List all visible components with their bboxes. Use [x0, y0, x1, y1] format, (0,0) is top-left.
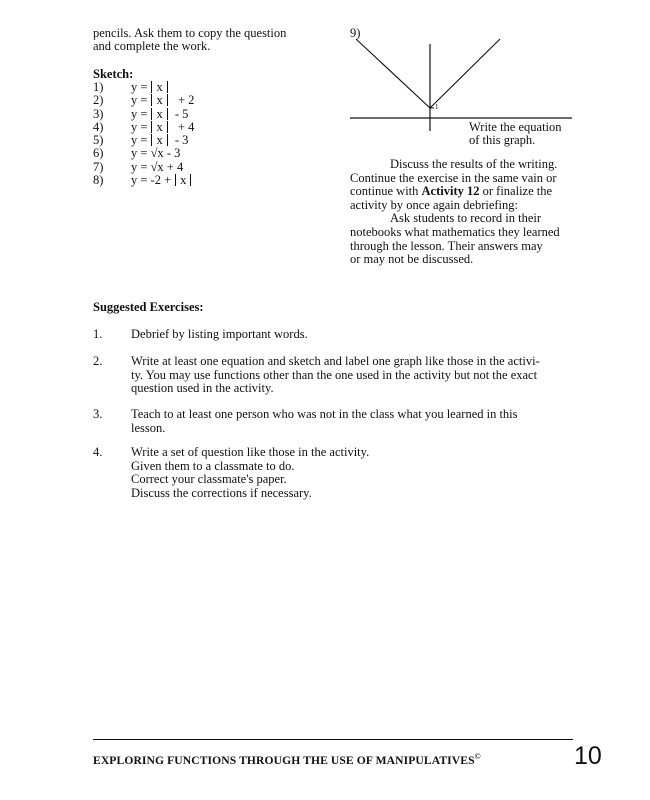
- exercise-line: ty. You may use functions other than the one used in the activity but not the exact: [131, 367, 538, 382]
- equation-var: x: [156, 93, 163, 108]
- exercise-item: [93, 328, 573, 342]
- equation-var: x: [156, 106, 163, 121]
- sketch-equation: [131, 161, 183, 174]
- exercise-number: 4.: [93, 445, 103, 459]
- question-9-number: 9): [350, 26, 361, 40]
- paragraph-line: [350, 212, 572, 226]
- suggested-exercises-heading: Suggested Exercises:: [93, 300, 204, 314]
- paragraph-line: through the lesson. Their answers may: [350, 238, 543, 253]
- exercise-line: Teach to at least one person who was not in the class what you learned in this: [131, 407, 518, 421]
- exercise-body: [131, 328, 573, 342]
- exercise-body: [131, 446, 573, 500]
- equation-var: x: [180, 173, 187, 188]
- exercise-number: 3.: [93, 407, 103, 421]
- exercise-line: question used in the activity.: [131, 381, 274, 395]
- paragraph-line: or may not be discussed.: [350, 252, 474, 267]
- exercise-line: Given them to a classmate to do.: [131, 458, 295, 473]
- exercise-item: [93, 446, 573, 500]
- page-number: 10: [574, 742, 602, 770]
- equation-term: - 3: [174, 133, 189, 148]
- paragraph-line: [350, 185, 572, 199]
- exercise-body: [131, 355, 573, 396]
- abs-bar: [190, 174, 191, 186]
- sketch-equation: [131, 174, 195, 187]
- equation-rhs: √x + 4: [150, 159, 184, 174]
- abs-bar: [167, 81, 168, 93]
- text-run: or finalize the: [479, 184, 553, 199]
- sketch-item-number: 4): [93, 119, 104, 134]
- abs-bar: [167, 134, 168, 146]
- sketch-item-number: 8): [93, 173, 104, 188]
- abs-bar: [167, 94, 168, 106]
- exercise-number: 2.: [93, 354, 103, 368]
- sketch-item-number: 5): [93, 133, 104, 148]
- equation-term: + 4: [177, 119, 195, 134]
- sketch-equation: [131, 134, 188, 147]
- abs-bar: [167, 108, 168, 120]
- abs-bar: [167, 121, 168, 133]
- equation-lhs: y = -2 +: [131, 173, 172, 188]
- equation-var: x: [156, 133, 163, 148]
- equation-term: + 2: [177, 93, 195, 108]
- text-run: Ask students to record in their: [390, 211, 542, 226]
- exercise-line: lesson.: [131, 420, 166, 435]
- copyright-mark: ©: [474, 752, 481, 761]
- sketch-equation: [131, 94, 194, 107]
- absolute-value-graph: [350, 36, 572, 131]
- v-shaped-curve: [356, 39, 500, 108]
- equation-var: x: [156, 119, 163, 134]
- equation-lhs: y =: [131, 106, 148, 121]
- footer-rule: [93, 739, 573, 740]
- sketch-equation: [131, 81, 172, 94]
- footer-title-text: EXPLORING FUNCTIONS THROUGH THE USE OF MANIPULATIVES: [93, 753, 475, 767]
- exercise-item: [93, 355, 573, 396]
- activity-reference: Activity 12: [421, 184, 480, 199]
- intro-line: and complete the work.: [93, 39, 211, 53]
- exercise-line: Discuss the corrections if necessary.: [131, 485, 312, 500]
- caption-line: Write the equation: [469, 120, 562, 134]
- exercise-line: Write at least one equation and sketch and label one graph like those in the activi-: [131, 354, 540, 368]
- sketch-item-number: 3): [93, 106, 104, 121]
- exercise-item: [93, 408, 573, 435]
- caption-line: of this graph.: [469, 133, 536, 147]
- equation-lhs: y =: [131, 159, 148, 174]
- intro-text: [93, 27, 286, 53]
- exercise-body: [131, 408, 573, 435]
- equation-lhs: y =: [131, 146, 148, 161]
- discussion-text: [350, 158, 572, 267]
- equation-lhs: y =: [131, 133, 148, 148]
- exercise-number: 1.: [93, 327, 103, 341]
- sketch-equation: [131, 108, 188, 121]
- equation-lhs: y =: [131, 93, 148, 108]
- intro-line: pencils. Ask them to copy the question: [93, 26, 287, 40]
- abs-bar: [151, 134, 152, 146]
- sketch-item-number: 7): [93, 159, 104, 174]
- equation-lhs: y =: [131, 119, 148, 134]
- abs-bar: [151, 121, 152, 133]
- exercise-line: Correct your classmate's paper.: [131, 472, 287, 486]
- exercise-line: Write a set of question like those in the activity.: [131, 445, 370, 459]
- paragraph-line: [350, 158, 572, 172]
- question-9-caption: [469, 121, 562, 147]
- footer-title: [93, 752, 481, 767]
- equation-lhs: y =: [131, 80, 148, 94]
- equation-rhs: √x - 3: [150, 146, 181, 161]
- abs-bar: [175, 174, 176, 186]
- text-run: Discuss the results of the writing.: [390, 157, 558, 171]
- sketch-equation: [131, 147, 180, 160]
- sketch-item-number: 1): [93, 80, 104, 94]
- abs-bar: [151, 81, 152, 93]
- sketch-item-number: 2): [93, 93, 104, 108]
- text-run: continue with: [350, 184, 422, 199]
- sketch-equation: [131, 121, 194, 134]
- paragraph-line: notebooks what mathematics they learned: [350, 224, 560, 239]
- abs-bar: [151, 108, 152, 120]
- equation-var: x: [156, 80, 163, 94]
- sketch-heading: Sketch:: [93, 67, 134, 81]
- tick-label: 1: [435, 103, 439, 111]
- equation-term: - 5: [174, 106, 189, 121]
- sketch-item-number: 6): [93, 146, 104, 161]
- paragraph-line: Continue the exercise in the same vain or: [350, 170, 557, 185]
- abs-bar: [151, 94, 152, 106]
- paragraph-line: activity by once again debriefing:: [350, 197, 518, 212]
- exercise-line: Debrief by listing important words.: [131, 327, 308, 341]
